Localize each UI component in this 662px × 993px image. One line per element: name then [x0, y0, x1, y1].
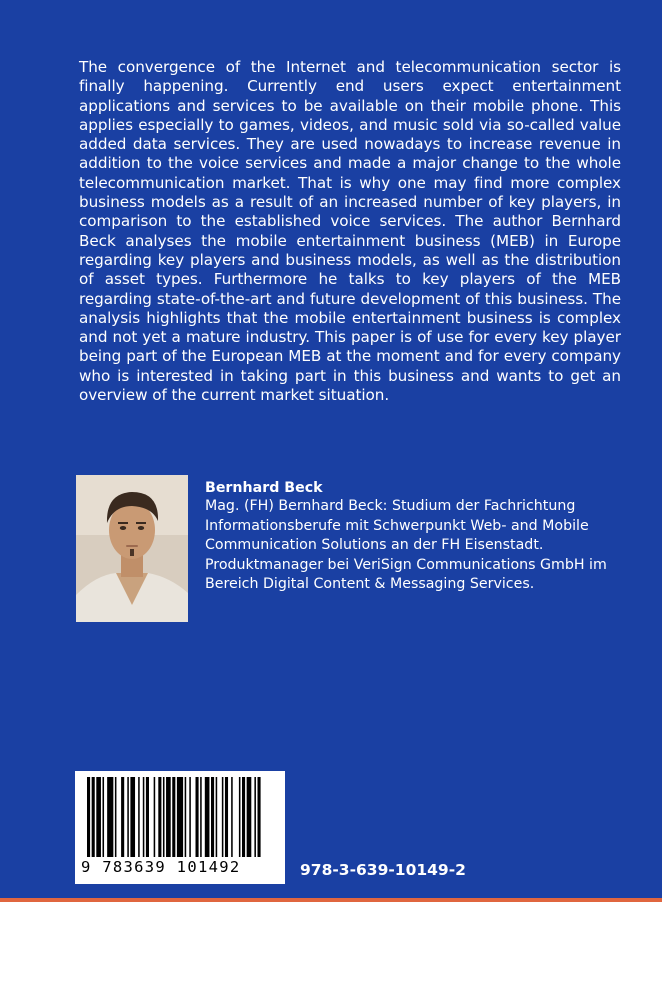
barcode-bar: [146, 777, 149, 857]
barcode-bar: [254, 777, 256, 857]
barcode-bar: [107, 777, 113, 857]
barcode-bar: [87, 777, 90, 857]
author-bio: Mag. (FH) Bernhard Beck: Studium der Fachrichtung Informationsberufe mit Schwerpunkt Web- and Mobile Communication Solutions an der FH Eisenstadt. Produktmanager bei VeriSign Communications GmbH im Bereich Digital Content & Messaging Services.: [205, 498, 607, 592]
barcode-bar: [200, 777, 202, 857]
barcode-bar: [205, 777, 210, 857]
barcode-bar: [127, 777, 129, 857]
author-name: Bernhard Beck: [205, 480, 323, 496]
barcode-bar: [177, 777, 183, 857]
barcode-bar: [166, 777, 171, 857]
author-photo: [76, 475, 188, 622]
barcode-bar: [189, 777, 191, 857]
barcode-bar: [143, 777, 145, 857]
barcode-bar: [239, 777, 241, 857]
barcode-bar: [158, 777, 161, 857]
barcode-bar: [258, 777, 261, 857]
barcode-bar: [121, 777, 124, 857]
barcode-bar: [225, 777, 228, 857]
author-portrait-icon: [76, 475, 188, 622]
barcode-bar: [216, 777, 218, 857]
barcode-bar: [154, 777, 156, 857]
barcode-bar: [172, 777, 175, 857]
barcode-bar: [130, 777, 135, 857]
barcode-bar: [222, 777, 224, 857]
barcode-bar: [115, 777, 117, 857]
barcode-digits: 9 783639 101492: [81, 858, 241, 876]
barcode-bar: [96, 777, 101, 857]
barcode-bar: [92, 777, 95, 857]
barcode-bar: [196, 777, 199, 857]
barcode-bar: [231, 777, 233, 857]
book-description: The convergence of the Internet and telecommunication sector is finally happening. Currently end users expect entertainment applications and services to be available on their mobile phone. This applies especially to games, videos, and music sold via so-called value added data services. They are used nowadays to increase revenue in addition to the voice services and made a major change to the whole telecommunication market. That is why one may find more complex business models as a result of an increased number of key players, in comparison to the established voice services. The author Bernhard Beck analyses the mobile entertainment business (MEB) in Europe regarding key players and business models, as well as the distribution of asset types. Furthermore he talks to key players of the MEB regarding state-of-the-art and future development of this business. The analysis highlights that the mobile entertainment business is complex and not yet a mature industry. This paper is of use for every key player being part of the European MEB at the moment and for every company who is interested in taking part in this business and wants to get an overview of the current market situation.: [79, 58, 621, 405]
barcode-bar: [163, 777, 165, 857]
barcode-bar: [138, 777, 140, 857]
barcode-bar: [211, 777, 214, 857]
isbn-number: 978-3-639-10149-2: [300, 861, 466, 879]
barcode-bar: [185, 777, 187, 857]
barcode-bar: [242, 777, 245, 857]
barcode-bar: [103, 777, 105, 857]
cover-edge-stripe: [0, 898, 662, 902]
barcode-bar: [247, 777, 252, 857]
